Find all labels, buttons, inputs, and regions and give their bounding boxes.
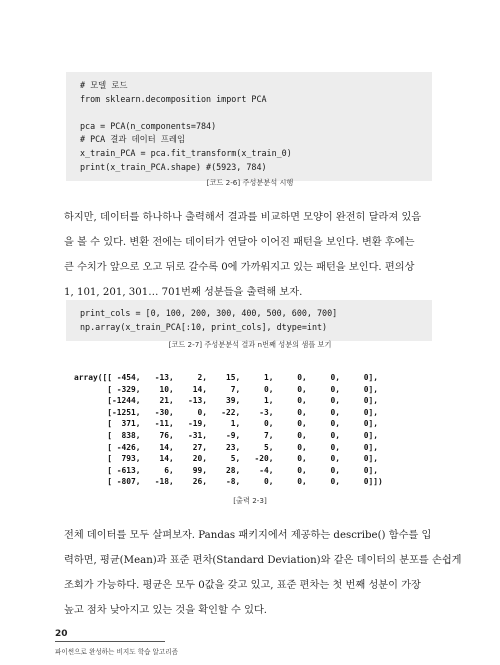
output-line: [ 371, -11, -19, 1, 0, 0, 0, 0],: [74, 419, 379, 429]
body-paragraph: [64, 205, 438, 305]
footer-divider: [55, 641, 165, 642]
output-line: [ 838, 76, -31, -9, 7, 0, 0, 0],: [74, 430, 379, 440]
output-line: [ -807, -18, 26, -8, 0, 0, 0, 0]]): [74, 477, 383, 487]
code-line: # 모델 로드: [80, 80, 128, 90]
code-block-pca: [66, 72, 432, 181]
code-line: np.array(x_train_PCA[:10, print_cols], dtype=int): [80, 321, 328, 332]
output-caption: [출력 2-3]: [233, 496, 267, 505]
output-line: [-1244, 21, -13, 39, 1, 0, 0, 0],: [74, 396, 379, 406]
paragraph-line: 전체 데이터를 모두 살펴보자. Pandas 패키지에서 제공하는 describe() 함수를 입: [64, 530, 432, 541]
code-line: from sklearn.decomposition import PCA: [80, 93, 267, 104]
body-paragraph: [64, 523, 462, 623]
code-line: pca = PCA(n_components=784): [80, 120, 217, 131]
code-caption: [코드 2-7] 주성분분석 결과 n번째 성분의 샘플 보기: [168, 340, 332, 349]
code-caption: [코드 2-6] 주성분분석 시행: [206, 178, 294, 187]
output-array: [74, 372, 434, 488]
code-line: print_cols = [0, 100, 200, 300, 400, 500, 600, 700]: [80, 308, 338, 318]
page-number: 20: [55, 629, 68, 639]
paragraph-line: 높고 점차 낮아지고 있는 것을 확인할 수 있다.: [64, 605, 268, 616]
output-line: [ -329, 10, 14, 7, 0, 0, 0, 0],: [74, 384, 379, 394]
paragraph-line: 하지만, 데이터를 하나하나 출력해서 결과를 비교하면 모양이 완전히 달라져 있음: [64, 212, 422, 223]
code-line: # PCA 결과 데이터 프레임: [80, 134, 186, 145]
code-line: print(x_train_PCA.shape) #(5923, 784): [80, 161, 267, 172]
output-line: [ -613, 6, 99, 28, -4, 0, 0, 0],: [74, 465, 379, 475]
paragraph-line: 력하면, 평균(Mean)과 표준 편차(Standard Deviation)와 같은 데이터의 분포를 손쉽게: [64, 555, 462, 566]
output-line: [-1251, -30, 0, -22, -3, 0, 0, 0],: [74, 407, 379, 417]
output-line: array([[ -454, -13, 2, 15, 1, 0, 0, 0],: [74, 373, 379, 382]
paragraph-line: 큰 수치가 앞으로 오고 뒤로 갈수록 0에 가까워지고 있는 패턴을 보인다. 편의상: [64, 262, 415, 273]
output-line: [ 793, 14, 20, 5, -20, 0, 0, 0],: [74, 454, 379, 464]
book-title: 파이썬으로 완성하는 비지도 학습 알고리즘: [55, 648, 179, 656]
paragraph-line: 1, 101, 201, 301… 701번째 성분들을 출력해 보자.: [64, 287, 303, 298]
paragraph-line: 조회가 가능하다. 평균은 모두 0값을 갖고 있고, 표준 편차는 첫 번째 성분이 가장: [64, 580, 421, 591]
output-line: [ -426, 14, 27, 23, 5, 0, 0, 0],: [74, 442, 379, 452]
code-block-print-cols: [66, 300, 432, 341]
code-line: x_train_PCA = pca.fit_transform(x_train_0): [80, 147, 292, 158]
paragraph-line: 을 볼 수 있다. 변환 전에는 데이터가 연달아 이어진 패턴을 보인다. 변환 후에는: [64, 237, 415, 248]
code-line: [80, 106, 422, 120]
